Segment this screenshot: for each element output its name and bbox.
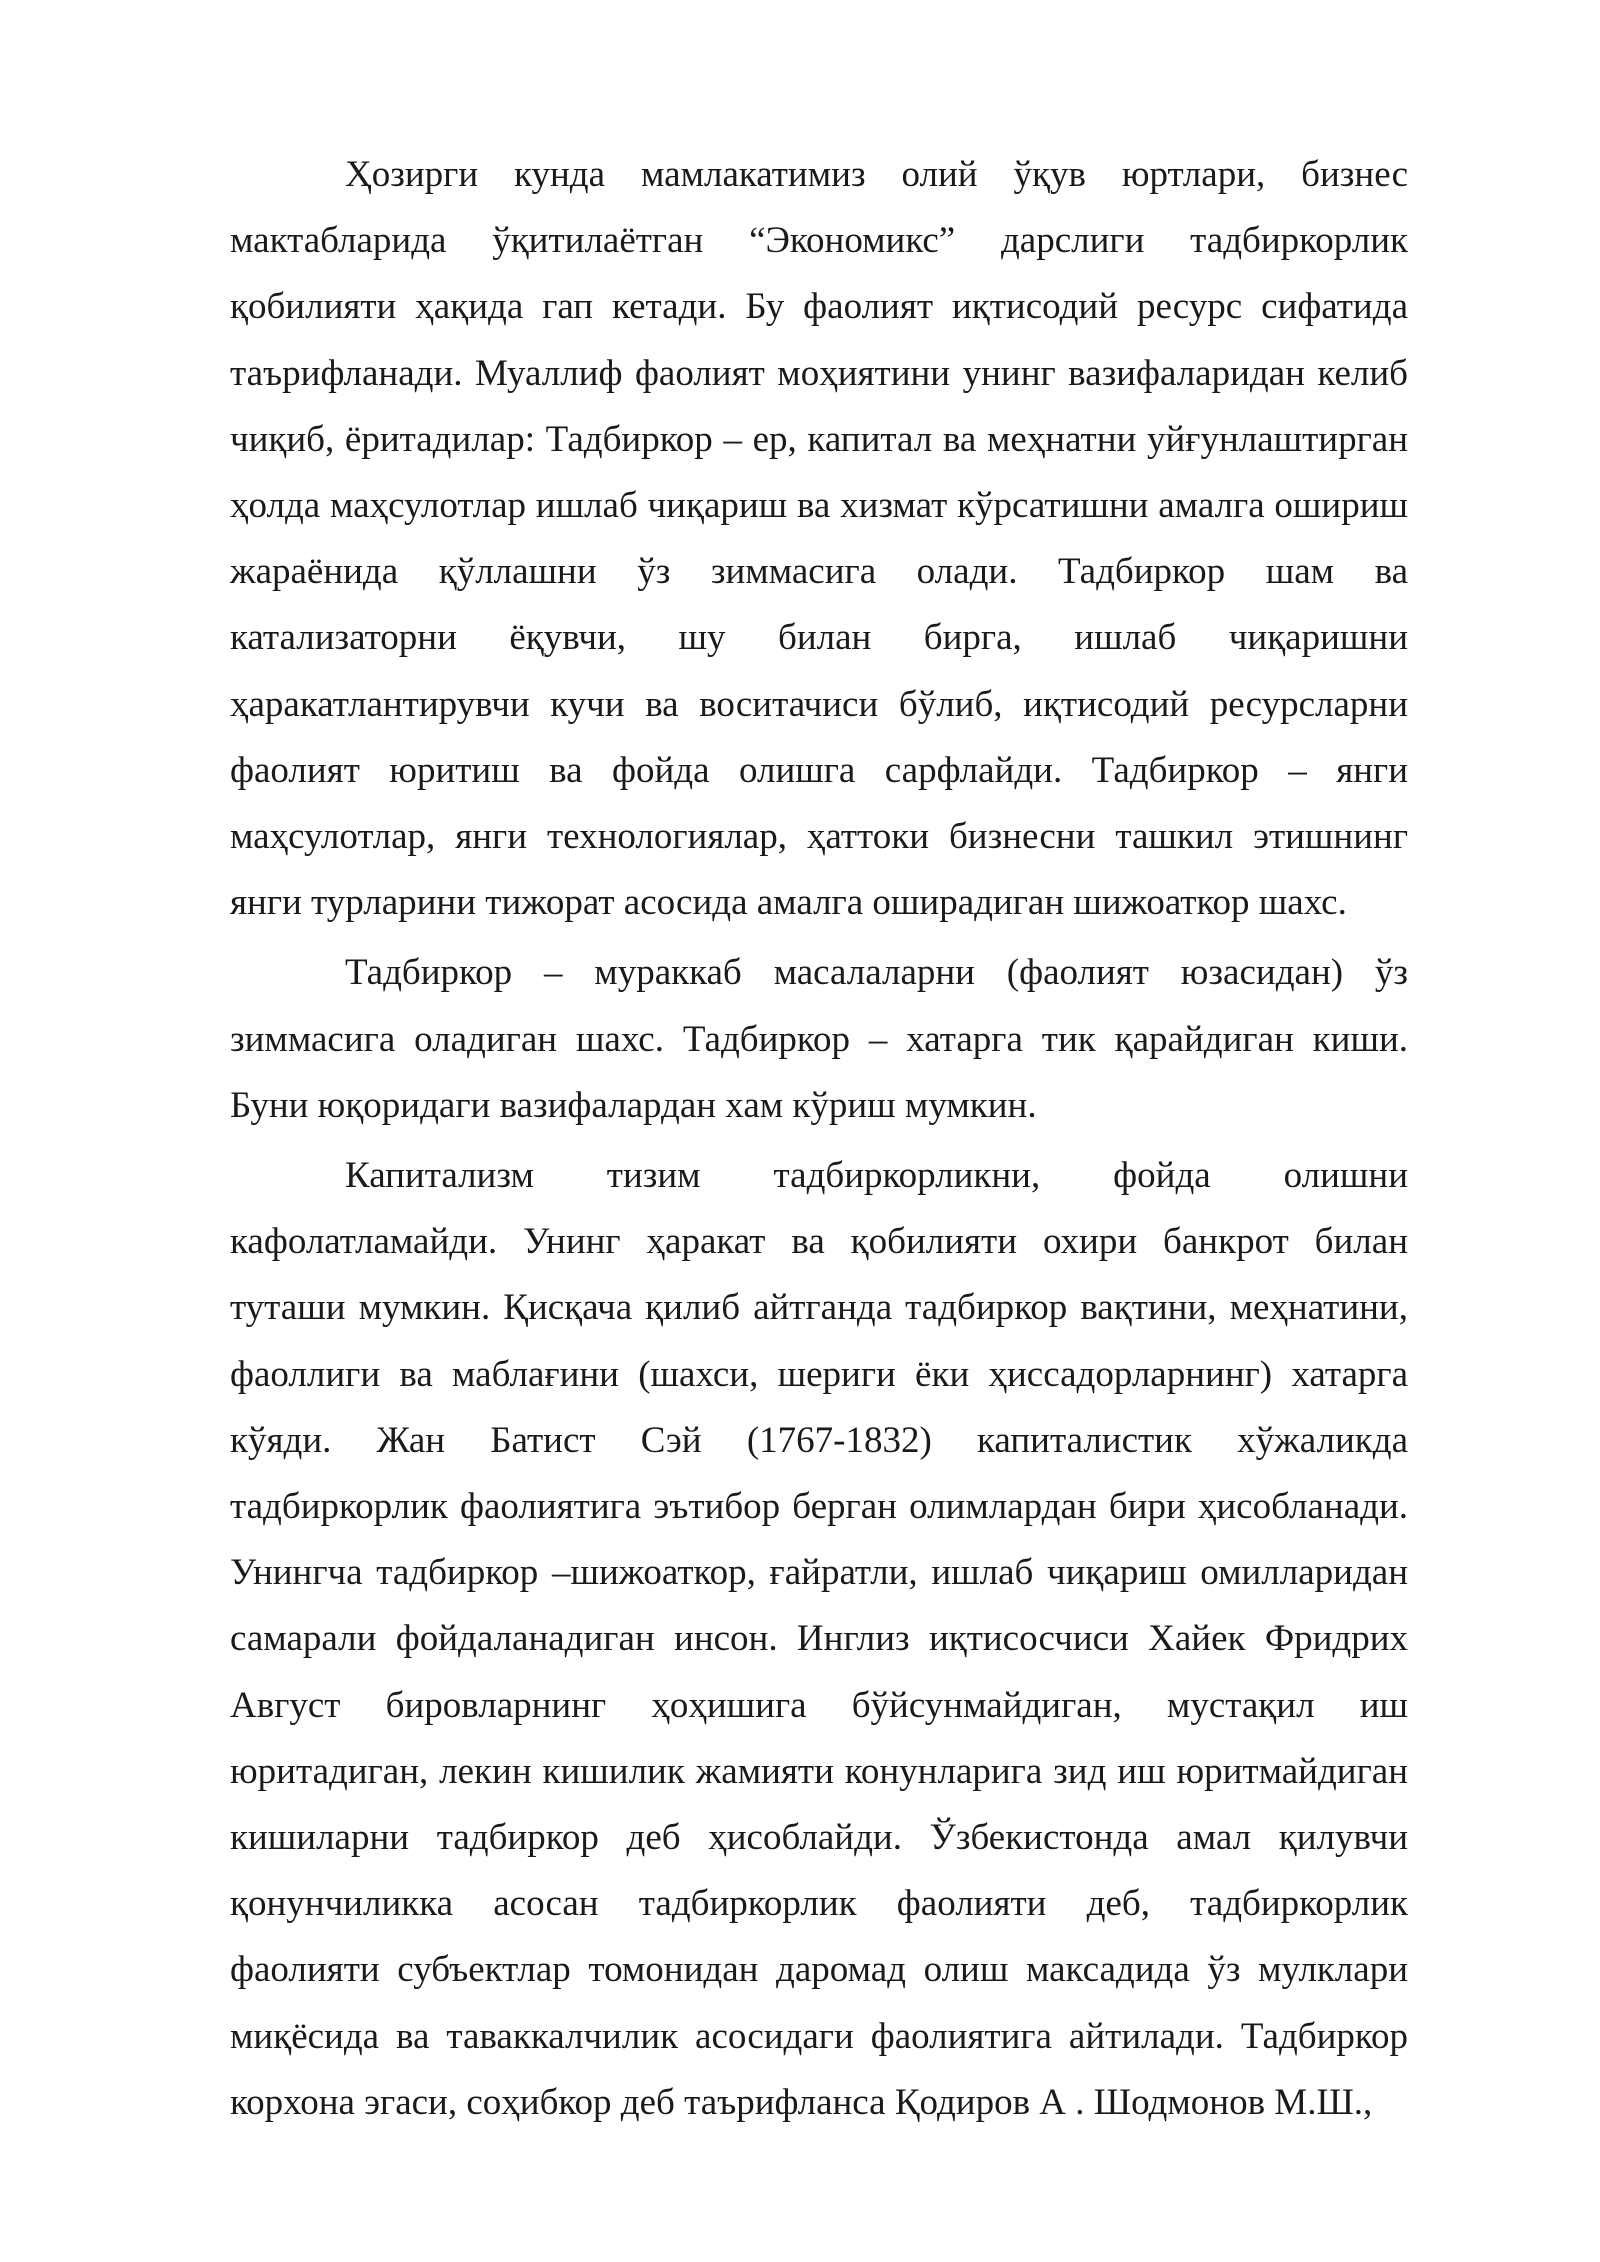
paragraph-2: Тадбиркор – мураккаб масалаларни (фаолият юзасидан) ўз зиммасига оладиган шахс. Тадбиркор – хатарга тик қарайдиган киши. Буни юқоридаги вазифалардан хам кўриш мумкин. [230,952,1408,1126]
paragraph-3: Капитализм тизим тадбиркорликни, фойда олишни кафолатламайди. Унинг ҳаракат ва қобилияти охири банкрот билан туташи мумкин. Қисқача қилиб айтганда тадбиркор вақтини, меҳнатини, фаоллиги ва маблағини (шахси, шериги ёки ҳиссадорларнинг) хатарга кўяди. Жан Батист Сэй (1767-1832) капиталистик хўжаликда тадбиркорлик фаолиятига эътибор берган олимлардан бири ҳисобланади. Унингча тадбиркор –шижоаткор, ғайратли, ишлаб чиқариш омилларидан самарали фойдаланадиган инсон. Инглиз иқтисосчиси Хайек Фридрих Август бировларнинг ҳоҳишига бўйсунмайдиган, мустақил иш юритадиган, лекин кишилик жамияти конунларига зид иш юритмайдиган кишиларни тадбиркор деб ҳисоблайди. Ўзбекистонда амал қилувчи қонунчиликка асосан тадбиркорлик фаолияти деб, тадбиркорлик фаолияти субъектлар томонидан даромад олиш максадида ўз мулклари миқёсида ва таваккалчилик асосидаги фаолиятига айтилади. Тадбиркор корхона эгаси, соҳибкор деб таърифланса Қодиров А . Шодмонов М.Ш., [230,1155,1408,2123]
body-text [230,142,1408,2136]
paragraph-1: Ҳозирги кунда мамлакатимиз олий ўқув юртлари, бизнес мактабларида ўқитилаётган “Экономикс” дарслиги тадбиркорлик қобилияти ҳақида гап кетади. Бу фаолият иқтисодий ресурс сифатида таърифланади. Муаллиф фаолият моҳиятини унинг вазифаларидан келиб чиқиб, ёритадилар: Тадбиркор – ер, капитал ва меҳнатни уйғунлаштирган ҳолда маҳсулотлар ишлаб чиқариш ва хизмат кўрсатишни амалга ошириш жараёнида қўллашни ўз зиммасига олади. Тадбиркор шам ва катализаторни ёқувчи, шу билан бирга, ишлаб чиқаришни ҳаракатлантирувчи кучи ва воситачиси бўлиб, иқтисодий ресурсларни фаолият юритиш ва фойда олишга сарфлайди. Тадбиркор – янги маҳсулотлар, янги технологиялар, ҳаттоки бизнесни ташкил этишнинг янги турларини тижорат асосида амалга оширадиган шижоаткор шахс. [230,154,1408,924]
